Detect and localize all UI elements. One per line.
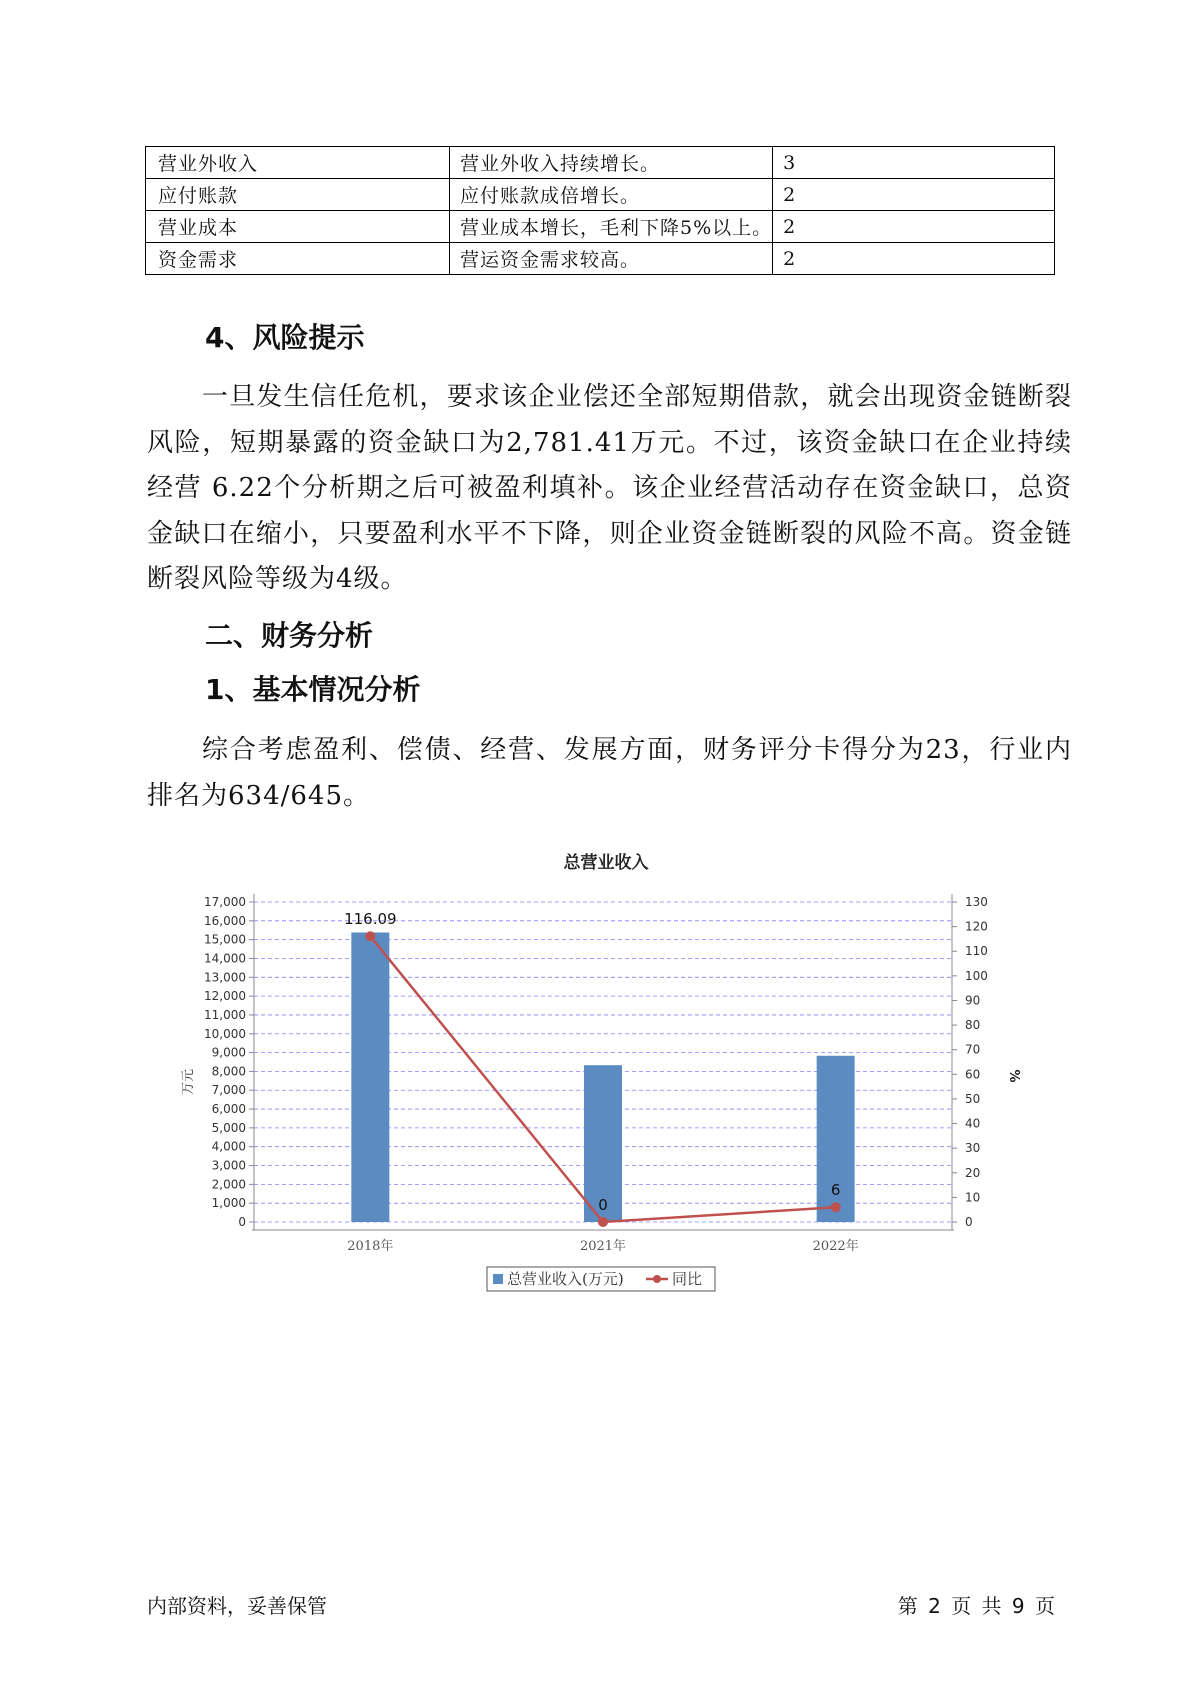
yoy-data-label: 0 <box>598 1196 608 1214</box>
score-cell: 2 <box>773 211 1055 243</box>
description-cell: 应付账款成倍增长。 <box>450 179 773 211</box>
indicator-cell: 营业外收入 <box>146 147 450 179</box>
table-row <box>146 211 1055 243</box>
y2-tick-label: 0 <box>965 1215 973 1229</box>
y-tick-label: 17,000 <box>204 895 246 909</box>
description-cell: 营业成本增长，毛利下降5%以上。 <box>450 211 773 243</box>
basic-analysis-heading: 1、基本情况分析 <box>205 673 421 706</box>
x-tick-label: 2018年 <box>347 1239 394 1254</box>
indicator-cell: 应付账款 <box>146 179 450 211</box>
y-tick-label: 6,000 <box>211 1102 246 1117</box>
x-tick-label: 2022年 <box>812 1239 859 1254</box>
y-tick-label: 5,000 <box>211 1120 246 1135</box>
y2-tick-label: 40 <box>965 1116 981 1131</box>
risk-warning-paragraph: 一旦发生信任危机，要求该企业偿还全部短期借款，就会出现资金链断裂风险，短期暴露的资金缺口为2,781.41万元。不过，该资金缺口在企业持续经营 6.22个分析期之后可被盈利填补。该企业经营活动存在资金缺口，总资金缺口在缩小，只要盈利水平不下降，则企业资金链断裂的风险不高。资金链断裂风险等级为4级。 <box>147 382 1072 594</box>
y-tick-label: 4,000 <box>211 1139 246 1154</box>
yoy-point <box>831 1202 841 1212</box>
y-tick-label: 1,000 <box>211 1196 246 1211</box>
y-axis-label: 万元 <box>181 1068 196 1096</box>
chart-title: 总营业收入 <box>563 853 649 873</box>
y-tick-label: 9,000 <box>211 1045 246 1060</box>
basic-analysis-paragraph: 综合考虑盈利、偿债、经营、发展方面，财务评分卡得分为23，行业内排名为634/645。 <box>147 735 1072 811</box>
y2-tick-label: 30 <box>965 1141 981 1156</box>
y-tick-label: 12,000 <box>204 989 246 1004</box>
description-cell: 营运资金需求较高。 <box>450 243 773 275</box>
legend-line-marker <box>653 1275 661 1283</box>
y2-tick-label: 100 <box>965 968 988 983</box>
score-cell: 2 <box>773 243 1055 275</box>
y2-tick-label: 130 <box>965 895 988 909</box>
score-cell: 3 <box>773 147 1055 179</box>
y2-tick-label: 70 <box>965 1042 981 1057</box>
y2-tick-label: 90 <box>965 993 981 1008</box>
table-row <box>146 147 1055 179</box>
y2-tick-label: 80 <box>965 1018 981 1033</box>
risk-warning-heading: 4、风险提示 <box>205 321 365 354</box>
y2-tick-label: 20 <box>965 1165 981 1180</box>
y2-tick-label: 10 <box>965 1190 981 1205</box>
revenue-chart <box>0 840 1191 1310</box>
footer-page-number: 第 2 页 共 9 页 <box>897 1594 1055 1618</box>
y-tick-label: 2,000 <box>211 1177 246 1192</box>
y2-tick-label: 50 <box>965 1091 981 1106</box>
yoy-point <box>365 931 375 941</box>
financial-analysis-heading: 二、财务分析 <box>205 619 374 652</box>
description-cell: 营业外收入持续增长。 <box>450 147 773 179</box>
y2-tick-label: 60 <box>965 1067 981 1082</box>
yoy-point <box>598 1217 608 1227</box>
table-row <box>146 243 1055 275</box>
score-cell: 2 <box>773 179 1055 211</box>
yoy-data-label: 6 <box>830 1181 841 1200</box>
bar <box>351 932 389 1222</box>
legend-bar-swatch <box>493 1274 503 1284</box>
legend-line-label: 同比 <box>672 1270 703 1288</box>
y-tick-label: 14,000 <box>204 951 246 966</box>
risk-score-table <box>145 146 1055 275</box>
y-tick-label: 11,000 <box>204 1007 246 1022</box>
y2-axis-label: % <box>1006 1069 1021 1083</box>
indicator-cell: 资金需求 <box>146 243 450 275</box>
table-row <box>146 179 1055 211</box>
footer-confidential: 内部资料，妥善保管 <box>147 1594 327 1618</box>
y-tick-label: 8,000 <box>211 1064 246 1079</box>
y-tick-label: 16,000 <box>204 913 246 928</box>
indicator-cell: 营业成本 <box>146 211 450 243</box>
y2-tick-label: 120 <box>965 919 988 934</box>
y2-tick-label: 110 <box>965 944 988 959</box>
risk-table-body <box>146 147 1055 275</box>
x-tick-label: 2021年 <box>579 1239 627 1254</box>
y-tick-label: 13,000 <box>204 970 246 985</box>
yoy-data-label: 116.09 <box>344 910 397 929</box>
legend-bar-label: 总营业收入(万元) <box>507 1270 624 1288</box>
y-tick-label: 7,000 <box>211 1083 246 1098</box>
y-tick-label: 15,000 <box>204 932 246 947</box>
y-tick-label: 0 <box>238 1215 246 1229</box>
y-tick-label: 10,000 <box>204 1026 246 1041</box>
y-tick-label: 3,000 <box>211 1158 246 1173</box>
